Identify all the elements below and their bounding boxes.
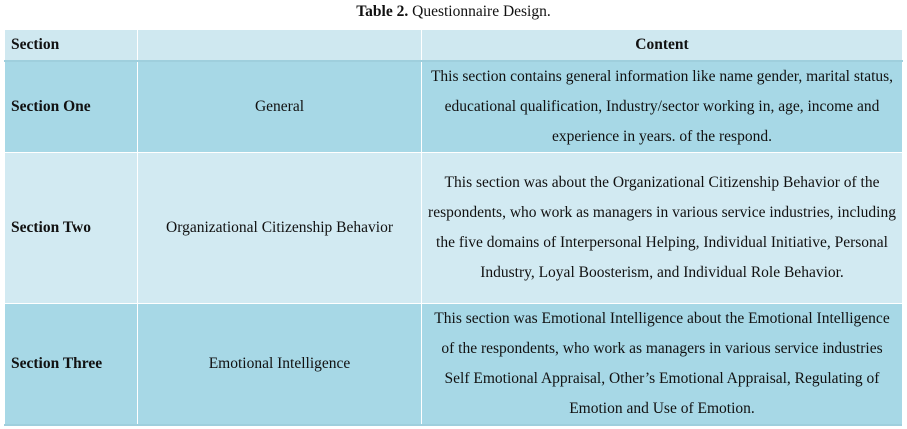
table-caption: [0, 2, 907, 22]
row-content: This section was about the Organizational Citizenship Behavior of the respondents, who work as managers in various service industries, including the five domains of Interpersonal Helping, Individual Initiative, Personal Industry, Loyal Boosterism, and Individual Role Behavior.: [422, 153, 903, 304]
table-row: [5, 61, 903, 153]
table-bottom-rule: [4, 424, 902, 426]
row-name: General: [138, 61, 422, 153]
table-caption-title: Questionnaire Design.: [412, 3, 551, 20]
header-content: Content: [422, 30, 903, 62]
row-name: Emotional Intelligence: [138, 304, 422, 425]
row-section: Section Three: [5, 304, 138, 425]
table-row: [5, 153, 903, 304]
questionnaire-table: [4, 29, 903, 425]
row-section: Section One: [5, 61, 138, 153]
row-name: Organizational Citizenship Behavior: [138, 153, 422, 304]
table-row: [5, 304, 903, 425]
header-name: [138, 30, 422, 62]
row-section: Section Two: [5, 153, 138, 304]
row-content: This section was Emotional Intelligence about the Emotional Intelligence of the respondents, who work as managers in various service industries Self Emotional Appraisal, Other’s Emotional Appraisal, Regulating of Emotion and Use of Emotion.: [422, 304, 903, 425]
header-section: Section: [5, 30, 138, 62]
table-caption-label: Table 2.: [356, 3, 409, 20]
table-header-row: [5, 30, 903, 62]
row-content: This section contains general information like name gender, marital status, educational qualification, Industry/sector working in, age, income and experience in years. of the respond.: [422, 61, 903, 153]
